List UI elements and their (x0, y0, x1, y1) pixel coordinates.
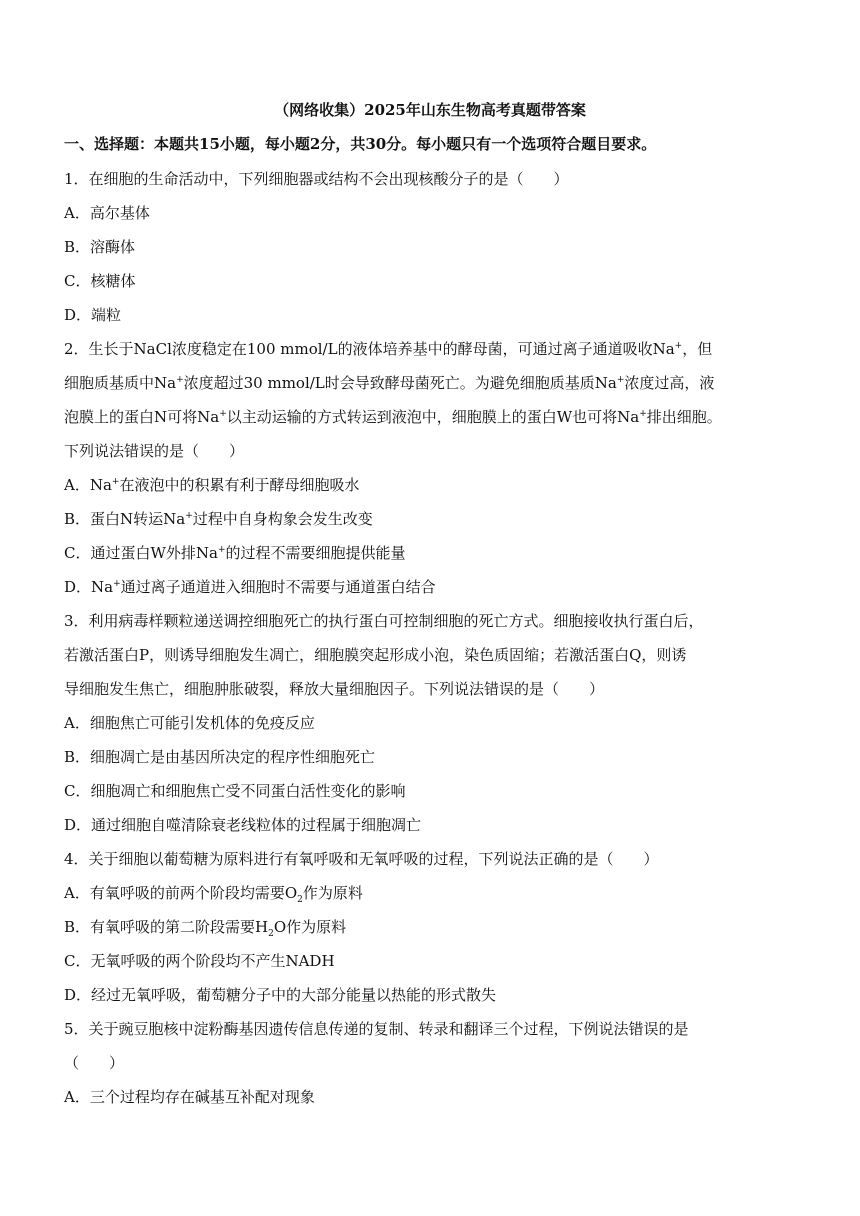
question-4-option-a: A．有氧呼吸的前两个阶段均需要$O_2$作为原料 (64, 884, 363, 905)
question-3-option-b: B．细胞凋亡是由基因所决定的程序性细胞死亡 (64, 748, 376, 766)
question-1-stem: 1．在细胞的生命活动中，下列细胞器或结构不会出现核酸分子的是（ ） (64, 170, 569, 188)
question-5-stem-line-1: 5．关于豌豆胞核中淀粉酶基因遗传信息传递的复制、转录和翻译三个过程，下例说法错误的是 (64, 1020, 689, 1038)
question-3-option-c: C．细胞凋亡和细胞焦亡受不同蛋白活性变化的影响 (64, 782, 406, 800)
question-5-option-a: A．三个过程均存在碱基互补配对现象 (64, 1088, 315, 1106)
question-3-option-d: D．通过细胞自噬清除衰老线粒体的过程属于细胞凋亡 (64, 816, 422, 834)
question-2-stem-line-3: 泡膜上的蛋白N可将Na+以主动运输的方式转运到液泡中，细胞膜上的蛋白W也可将Na+排出细胞。 (64, 408, 722, 426)
question-1-option-d: D．端粒 (64, 306, 122, 324)
question-2-option-d: D．Na+通过离子通道进入细胞时不需要与通道蛋白结合 (64, 578, 436, 596)
question-2-stem-line-1: 2．生长于NaCl浓度稳定在100 mmol/L的液体培养基中的酵母菌，可通过离子通道吸收Na+，但 (64, 340, 713, 358)
question-2-option-c: C．通过蛋白W外排Na+的过程不需要细胞提供能量 (64, 544, 406, 562)
question-4-option-b: B．有氧呼吸的第二阶段需要$H_2O$作为原料 (64, 918, 347, 939)
question-4-option-c: C．无氧呼吸的两个阶段均不产生NADH (64, 952, 335, 970)
page-title: （网络收集）2025年山东生物高考真题带答案 (274, 101, 586, 119)
question-1-option-a: A．高尔基体 (64, 204, 150, 222)
question-2-option-a: A．Na+在液泡中的积累有利于酵母细胞吸水 (64, 476, 360, 494)
question-3-stem-line-1: 3．利用病毒样颗粒递送调控细胞死亡的执行蛋白可控制细胞的死亡方式。细胞接收执行蛋白后， (64, 612, 704, 630)
question-2-stem-line-4: 下列说法错误的是（ ） (64, 442, 245, 460)
question-2-stem-line-2: 细胞质基质中Na+浓度超过30 mmol/L时会导致酵母菌死亡。为避免细胞质基质Na+浓度过高，液 (64, 374, 715, 392)
question-4-stem: 4．关于细胞以葡萄糖为原料进行有氧呼吸和无氧呼吸的过程，下列说法正确的是（ ） (64, 850, 659, 868)
question-3-option-a: A．细胞焦亡可能引发机体的免疫反应 (64, 714, 315, 732)
question-3-stem-line-2: 若激活蛋白P，则诱导细胞发生凋亡，细胞膜突起形成小泡，染色质固缩；若激活蛋白Q，则诱 (64, 646, 687, 664)
question-1-option-b: B．溶酶体 (64, 238, 136, 256)
question-1-option-c: C．核糖体 (64, 272, 136, 290)
question-5-stem-line-2: （ ） (64, 1054, 125, 1072)
question-4-option-d: D．经过无氧呼吸，葡萄糖分子中的大部分能量以热能的形式散失 (64, 986, 497, 1004)
section-heading: 一、选择题：本题共15小题，每小题2分，共30分。每小题只有一个选项符合题目要求。 (64, 135, 657, 153)
question-3-stem-line-3: 导细胞发生焦亡，细胞肿胀破裂，释放大量细胞因子。下列说法错误的是（ ） (64, 680, 605, 698)
question-2-option-b: B．蛋白N转运Na+过程中自身构象会发生改变 (64, 510, 373, 528)
